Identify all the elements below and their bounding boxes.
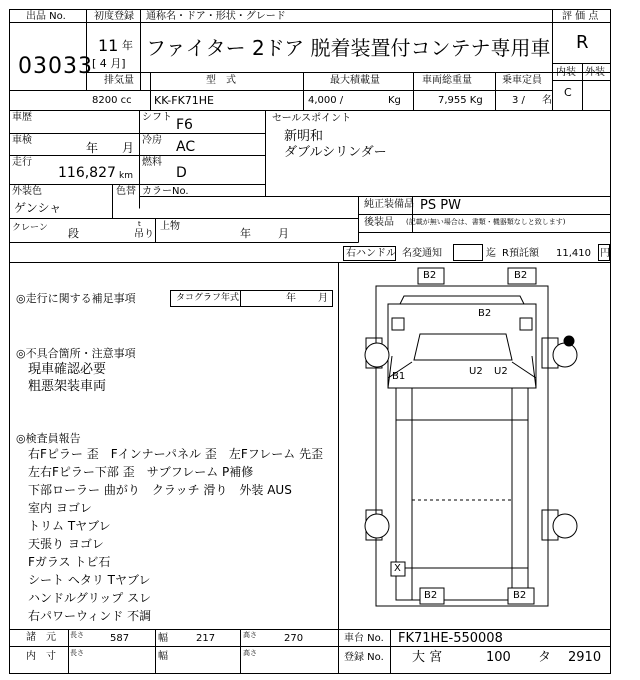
inspection-label: 車検: [12, 135, 32, 146]
damage-mark-front-right: B2: [514, 270, 528, 281]
plate-region: 大 宮: [412, 650, 443, 665]
top-body-month: 月: [278, 227, 289, 240]
aftermarket-note: (記載が無い場合は、書類・機器類なしと致します): [406, 218, 566, 226]
fuel-value: D: [176, 165, 187, 181]
tachograph-label: タコグラフ年式: [176, 293, 240, 303]
aftermarket-label: 後装品: [364, 217, 394, 228]
length-label: 長さ: [70, 631, 84, 639]
fuel-label: 燃料: [142, 157, 162, 168]
interior-grade-label: 内装: [556, 67, 576, 78]
length-value: 587: [110, 633, 130, 644]
inner-height-label: 高さ: [243, 649, 257, 657]
gvw: 7,955 Kg: [438, 95, 483, 106]
exterior-color-label: 外装色: [12, 186, 42, 197]
grade-label: 評 価 点: [562, 11, 599, 22]
chassis-label: 車台 No.: [344, 633, 384, 644]
model-code: KK-FK71HE: [154, 94, 215, 107]
inspector-line-2: 左右Fピラー下部 歪 サブフレーム P補修: [28, 465, 254, 479]
plate-number: 2910: [568, 650, 602, 665]
inspector-line-10: 右パワーウィンド 不調: [28, 609, 152, 623]
max-load-unit: Kg: [388, 95, 401, 106]
capacity: 3 /: [512, 95, 525, 106]
defect-notes-label: ◎不具合箇所・注意事項: [16, 347, 136, 360]
crane-capacity: 吊り: [134, 229, 154, 240]
defect-line-1: 現車確認必要: [28, 362, 107, 377]
sales-point-line-1: 新明和: [284, 129, 324, 144]
crane-ton-unit: t: [138, 220, 141, 228]
history-label: 車歴: [12, 112, 32, 123]
inspector-line-5: トリム Tヤブレ: [28, 519, 111, 533]
steering-side: 右ハンドル: [346, 248, 396, 259]
inspector-line-1: 右Fピラー 歪 Fインナーパネル 歪 左Fフレーム 先歪: [28, 447, 324, 461]
damage-mark-rear-left: B2: [424, 590, 438, 601]
oem-equipment-label: 純正装備品: [364, 199, 414, 210]
mileage-label: 走行: [12, 157, 32, 168]
oem-equipment: PS PW: [420, 198, 461, 213]
inspector-line-4: 室内 ヨゴレ: [28, 501, 92, 515]
top-body-year: 年: [240, 227, 251, 240]
inner-length-label: 長さ: [70, 649, 84, 657]
tachograph-year: 年: [286, 293, 296, 304]
max-load-label: 最大積載量: [330, 75, 380, 86]
height-label: 高さ: [243, 631, 257, 639]
reg-month: [ 4 月]: [92, 57, 126, 70]
mileage-unit: km: [119, 171, 133, 181]
model-label: 型 式: [206, 75, 236, 86]
name-change-label: 名変通知: [402, 248, 442, 259]
top-body-label: 上物: [160, 221, 180, 232]
yen-unit: 円: [600, 248, 610, 259]
displacement: 8200 cc: [92, 95, 132, 106]
shift-value: F6: [176, 117, 193, 133]
overall-grade: R: [576, 32, 589, 53]
plate-kana: タ: [538, 650, 552, 665]
vehicle-name: ファイター 2ドア 脱着装置付コンテナ専用車: [146, 36, 551, 60]
inspector-line-8: シート ヘタリ Tヤブレ: [28, 573, 151, 587]
aircon-value: AC: [176, 139, 196, 155]
inspection-month: 月: [122, 141, 135, 155]
inspection-year: 年: [86, 141, 99, 155]
capacity-label: 乗車定員: [502, 75, 542, 86]
damage-mark-cab-front: B2: [478, 308, 492, 319]
defect-line-2: 粗悪架装車両: [28, 379, 107, 394]
color-change-label: 色替: [116, 186, 136, 197]
interior-grade: C: [564, 86, 572, 99]
crane-stage: 段: [68, 227, 79, 240]
capacity-unit: 名: [542, 95, 552, 106]
exterior-color: ゲンシャ: [14, 201, 62, 215]
mileage-value: 116,827: [58, 165, 116, 181]
inspector-report-label: ◎検査員報告: [16, 432, 81, 445]
dimensions-label: 諸 元: [26, 632, 56, 643]
width-label: 幅: [158, 633, 168, 644]
damage-mark-left-door: B1: [392, 371, 406, 382]
damage-mark-rear-left-x: X: [394, 563, 401, 574]
deadline-label: 迄: [486, 248, 496, 259]
vehicle-name-label: 通称名・ドア・形状・グレード: [146, 11, 286, 22]
max-load: 4,000 /: [308, 95, 344, 106]
lot-number: 03033: [18, 54, 93, 79]
plate-label: 登録 No.: [344, 652, 384, 663]
inspector-line-7: Fガラス トビ石: [28, 555, 111, 569]
lot-label: 出品 No.: [26, 11, 66, 22]
displacement-label: 排気量: [104, 75, 134, 86]
exterior-grade-label: 外装: [585, 67, 605, 78]
recycle-deposit-label: R預託額: [502, 248, 539, 259]
damage-mark-floor-1: U2: [469, 366, 483, 377]
inspector-line-3: 下部ローラー 曲がり クラッチ 滑り 外装 AUS: [28, 483, 292, 497]
inspector-line-9: ハンドルグリップ スレ: [28, 591, 152, 605]
inner-width-label: 幅: [158, 651, 168, 662]
chassis-number: FK71HE-550008: [398, 631, 503, 646]
inner-dimensions-label: 内 寸: [26, 651, 56, 662]
height-value: 270: [284, 633, 304, 644]
aircon-label: 冷房: [142, 135, 162, 146]
damage-mark-rear-right: B2: [513, 590, 527, 601]
tachograph-month: 月: [318, 293, 328, 304]
crane-label: クレーン: [12, 223, 48, 233]
sales-point-label: セールスポイント: [272, 113, 352, 124]
reg-year-unit: 年: [122, 39, 133, 52]
width-value: 217: [196, 633, 216, 644]
sales-point-line-2: ダブルシリンダー: [284, 145, 387, 160]
reg-year: 11: [98, 36, 119, 55]
driving-notes-label: ◎走行に関する補足事項: [16, 292, 136, 305]
shift-label: シフト: [142, 112, 172, 123]
color-number-label: カラーNo.: [142, 186, 189, 197]
damage-mark-floor-2: U2: [494, 366, 508, 377]
inspector-line-6: 天張り ヨゴレ: [28, 537, 104, 551]
first-reg-label: 初度登録: [94, 11, 134, 22]
damage-mark-front-left: B2: [423, 270, 437, 281]
gvw-label: 車両総重量: [422, 75, 472, 86]
recycle-deposit: 11,410: [556, 248, 591, 259]
plate-class: 100: [486, 650, 511, 665]
